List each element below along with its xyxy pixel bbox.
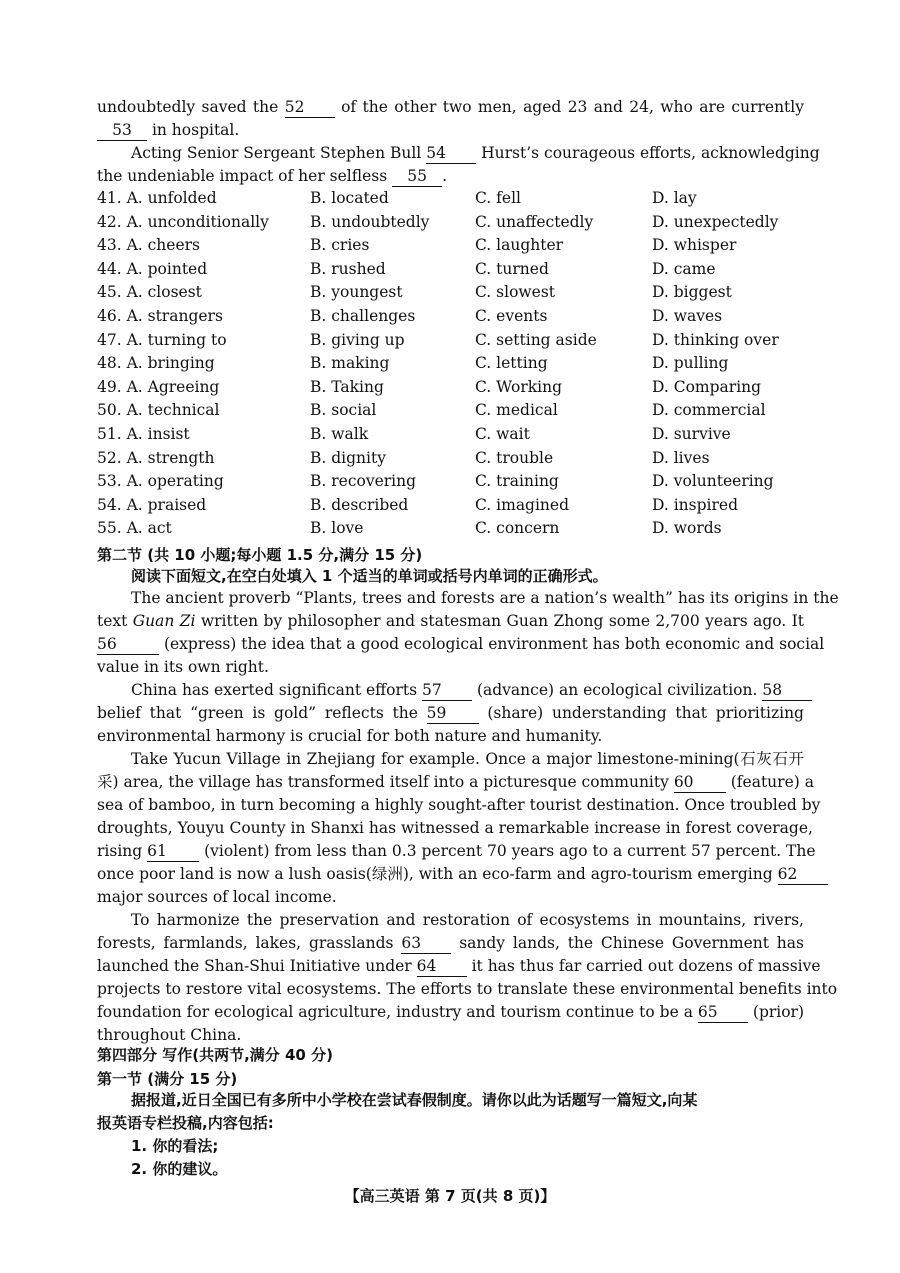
text: once poor land is now a lush oasis(绿洲), with an eco-farm and agro-tourism emerging bbox=[97, 865, 773, 883]
text: rising bbox=[97, 842, 143, 860]
p3-line-3: sea of bamboo, in turn becoming a highly sought-after tourist destination. Once troubled by bbox=[97, 796, 821, 814]
option-c: C. turned bbox=[475, 259, 549, 278]
section-2-instruction: 阅读下面短文,在空白处填入 1 个适当的单词或括号内单词的正确形式。 bbox=[131, 567, 608, 585]
option-c: C. Working bbox=[475, 377, 563, 396]
p1-line-3 bbox=[97, 633, 825, 656]
text: Hurst’s courageous efforts, acknowledging bbox=[481, 144, 820, 162]
blank-55: 55 bbox=[392, 167, 442, 187]
option-d: D. survive bbox=[652, 424, 731, 443]
writing-task bbox=[97, 1089, 804, 1181]
text: foundation for ecological agriculture, industry and tourism continue to be a bbox=[97, 1003, 693, 1021]
option-b: B. undoubtedly bbox=[310, 212, 430, 231]
p4-line-1: To harmonize the preservation and restoration of ecosystems in mountains, rivers, bbox=[131, 911, 804, 929]
text: the undeniable impact of her selfless bbox=[97, 167, 388, 185]
p3-line-2 bbox=[97, 771, 814, 794]
options-table bbox=[97, 189, 817, 543]
blank-53: 53 bbox=[97, 121, 147, 141]
option-b: B. recovering bbox=[310, 472, 417, 491]
option-b: B. described bbox=[310, 495, 409, 514]
option-a: 53. A. operating bbox=[97, 472, 224, 491]
text: (prior) bbox=[752, 1003, 805, 1021]
option-row bbox=[97, 307, 817, 331]
book-title: Guan Zi bbox=[132, 612, 196, 630]
blank-57: 57 bbox=[422, 681, 472, 701]
part-4-section-1-heading: 第一节 (满分 15 分) bbox=[97, 1070, 238, 1088]
option-row bbox=[97, 472, 817, 496]
text: (advance) an ecological civilization. bbox=[476, 681, 758, 699]
option-row bbox=[97, 401, 817, 425]
p3-line-5 bbox=[97, 840, 816, 863]
page-footer: 【高三英语 第 7 页(共 8 页)】 bbox=[344, 1187, 556, 1205]
option-d: D. pulling bbox=[652, 354, 729, 373]
p2-line-2 bbox=[97, 702, 804, 725]
option-a: 41. A. unfolded bbox=[97, 189, 217, 207]
option-d: D. volunteering bbox=[652, 472, 774, 491]
option-c: C. laughter bbox=[475, 236, 564, 255]
option-c: C. medical bbox=[475, 401, 558, 420]
option-a: 45. A. closest bbox=[97, 283, 202, 302]
option-c: C. imagined bbox=[475, 495, 570, 514]
option-row bbox=[97, 189, 817, 213]
option-row bbox=[97, 331, 817, 355]
option-c: C. unaffectedly bbox=[475, 212, 594, 231]
text: Acting Senior Sergeant Stephen Bull bbox=[131, 144, 422, 162]
p3-line-4: droughts, Youyu County in Shanxi has witnessed a remarkable increase in forest coverage, bbox=[97, 819, 813, 837]
option-c: C. concern bbox=[475, 519, 560, 538]
option-row bbox=[97, 378, 817, 402]
option-b: B. located bbox=[310, 189, 389, 207]
p1-line-4: value in its own right. bbox=[97, 658, 269, 676]
option-row bbox=[97, 283, 817, 307]
blank-56: 56 bbox=[97, 635, 159, 655]
section-2-heading: 第二节 (共 10 小题;每小题 1.5 分,满分 15 分) bbox=[97, 546, 423, 564]
blank-62: 62 bbox=[778, 865, 828, 885]
option-d: D. whisper bbox=[652, 236, 737, 255]
option-c: C. letting bbox=[475, 354, 548, 373]
option-d: D. lives bbox=[652, 448, 710, 467]
option-row bbox=[97, 354, 817, 378]
option-row bbox=[97, 496, 817, 520]
task-item-1: 1. 你的看法; bbox=[131, 1137, 219, 1155]
option-b: B. social bbox=[310, 401, 377, 420]
text: it has thus far carried out dozens of massive bbox=[471, 957, 821, 975]
intro-line-4 bbox=[97, 165, 804, 188]
p4-line-6: throughout China. bbox=[97, 1026, 242, 1044]
p4-line-3 bbox=[97, 955, 821, 978]
intro-line-3 bbox=[97, 142, 820, 165]
p4-line-5 bbox=[97, 1001, 804, 1024]
text: launched the Shan-Shui Initiative under bbox=[97, 957, 412, 975]
option-b: B. youngest bbox=[310, 283, 403, 302]
p1-line-1: The ancient proverb “Plants, trees and forests are a nation’s wealth” has its origins in the bbox=[131, 589, 839, 607]
option-d: D. thinking over bbox=[652, 330, 779, 349]
blank-52: 52 bbox=[285, 98, 335, 118]
option-a: 52. A. strength bbox=[97, 448, 215, 467]
text: forests, farmlands, lakes, grasslands bbox=[97, 934, 394, 952]
option-a: 44. A. pointed bbox=[97, 259, 208, 278]
p3-line-1: Take Yucun Village in Zhejiang for example. Once a major limestone-mining(石灰石开 bbox=[131, 750, 804, 768]
option-d: D. inspired bbox=[652, 495, 739, 514]
p3-line-7: major sources of local income. bbox=[97, 888, 337, 906]
option-b: B. cries bbox=[310, 236, 370, 255]
option-b: B. dignity bbox=[310, 448, 386, 467]
task-item-2: 2. 你的建议。 bbox=[131, 1160, 228, 1178]
text: 采) area, the village has transformed itself into a picturesque community bbox=[97, 773, 669, 791]
option-a: 50. A. technical bbox=[97, 401, 220, 420]
p4-line-4: projects to restore vital ecosystems. The efforts to translate these environmental benefits into bbox=[97, 980, 838, 998]
part-4-heading: 第四部分 写作(共两节,满分 40 分) bbox=[97, 1046, 333, 1064]
option-b: B. Taking bbox=[310, 377, 384, 396]
option-d: D. biggest bbox=[652, 283, 732, 302]
option-row bbox=[97, 236, 817, 260]
option-a: 43. A. cheers bbox=[97, 236, 200, 255]
option-d: D. Comparing bbox=[652, 377, 762, 396]
option-a: 54. A. praised bbox=[97, 495, 207, 514]
option-c: C. wait bbox=[475, 424, 530, 443]
option-c: C. fell bbox=[475, 189, 521, 207]
task-line-1: 据报道,近日全国已有多所中小学校在尝试春假制度。请你以此为话题写一篇短文,向某 bbox=[131, 1091, 698, 1109]
option-a: 48. A. bringing bbox=[97, 354, 215, 373]
option-b: B. challenges bbox=[310, 306, 416, 325]
option-c: C. events bbox=[475, 306, 548, 325]
text: (violent) from less than 0.3 percent 70 years ago to a current 57 percent. The bbox=[204, 842, 816, 860]
option-b: B. rushed bbox=[310, 259, 386, 278]
option-a: 49. A. Agreeing bbox=[97, 377, 220, 396]
p2-line-1 bbox=[97, 679, 804, 702]
intro-line-2 bbox=[97, 119, 804, 142]
option-b: B. walk bbox=[310, 424, 369, 443]
option-d: D. words bbox=[652, 519, 722, 538]
option-row bbox=[97, 425, 817, 449]
option-c: C. training bbox=[475, 472, 559, 491]
text: written by philosopher and statesman Guan Zhong some 2,700 years ago. It bbox=[200, 612, 804, 630]
option-row bbox=[97, 213, 817, 237]
option-d: D. lay bbox=[652, 189, 697, 207]
cloze-passage bbox=[97, 587, 839, 1047]
text: sandy lands, the Chinese Government has bbox=[459, 934, 804, 952]
text: undoubtedly saved the bbox=[97, 98, 279, 116]
text: (feature) a bbox=[730, 773, 814, 791]
option-b: B. love bbox=[310, 519, 364, 538]
text: in hospital. bbox=[151, 121, 240, 139]
option-row bbox=[97, 449, 817, 473]
blank-63: 63 bbox=[401, 934, 451, 954]
p3-line-6 bbox=[97, 863, 804, 886]
option-a: 46. A. strangers bbox=[97, 306, 223, 325]
option-d: D. commercial bbox=[652, 401, 766, 420]
blank-61: 61 bbox=[147, 842, 199, 862]
intro-line-1 bbox=[97, 96, 804, 119]
text: (express) the idea that a good ecological environment has both economic and social bbox=[163, 635, 825, 653]
option-a: 55. A. act bbox=[97, 519, 172, 538]
option-d: D. waves bbox=[652, 306, 723, 325]
option-a: 42. A. unconditionally bbox=[97, 212, 269, 231]
intro-passage bbox=[97, 96, 820, 188]
option-row bbox=[97, 519, 817, 543]
task-line-2: 报英语专栏投稿,内容包括: bbox=[97, 1114, 274, 1132]
option-b: B. giving up bbox=[310, 330, 405, 349]
text: of the other two men, aged 23 and 24, who are currently bbox=[341, 98, 805, 116]
option-d: D. unexpectedly bbox=[652, 212, 779, 231]
p4-line-2 bbox=[97, 932, 804, 955]
p2-line-3: environmental harmony is crucial for both nature and humanity. bbox=[97, 727, 603, 745]
option-c: C. slowest bbox=[475, 283, 556, 302]
blank-59: 59 bbox=[427, 704, 479, 724]
blank-65: 65 bbox=[698, 1003, 748, 1023]
text: . bbox=[442, 167, 448, 185]
text: text bbox=[97, 612, 128, 630]
option-c: C. setting aside bbox=[475, 330, 597, 349]
blank-60: 60 bbox=[674, 773, 726, 793]
text: (share) understanding that prioritizing bbox=[487, 704, 804, 722]
option-a: 47. A. turning to bbox=[97, 330, 227, 349]
option-c: C. trouble bbox=[475, 448, 554, 467]
blank-58: 58 bbox=[762, 681, 812, 701]
p1-line-2 bbox=[97, 610, 804, 633]
text: China has exerted significant efforts bbox=[131, 681, 418, 699]
blank-54: 54 bbox=[426, 144, 476, 164]
option-row bbox=[97, 260, 817, 284]
option-d: D. came bbox=[652, 259, 716, 278]
option-a: 51. A. insist bbox=[97, 424, 190, 443]
blank-64: 64 bbox=[417, 957, 467, 977]
text: belief that “green is gold” reflects the bbox=[97, 704, 418, 722]
option-b: B. making bbox=[310, 354, 390, 373]
